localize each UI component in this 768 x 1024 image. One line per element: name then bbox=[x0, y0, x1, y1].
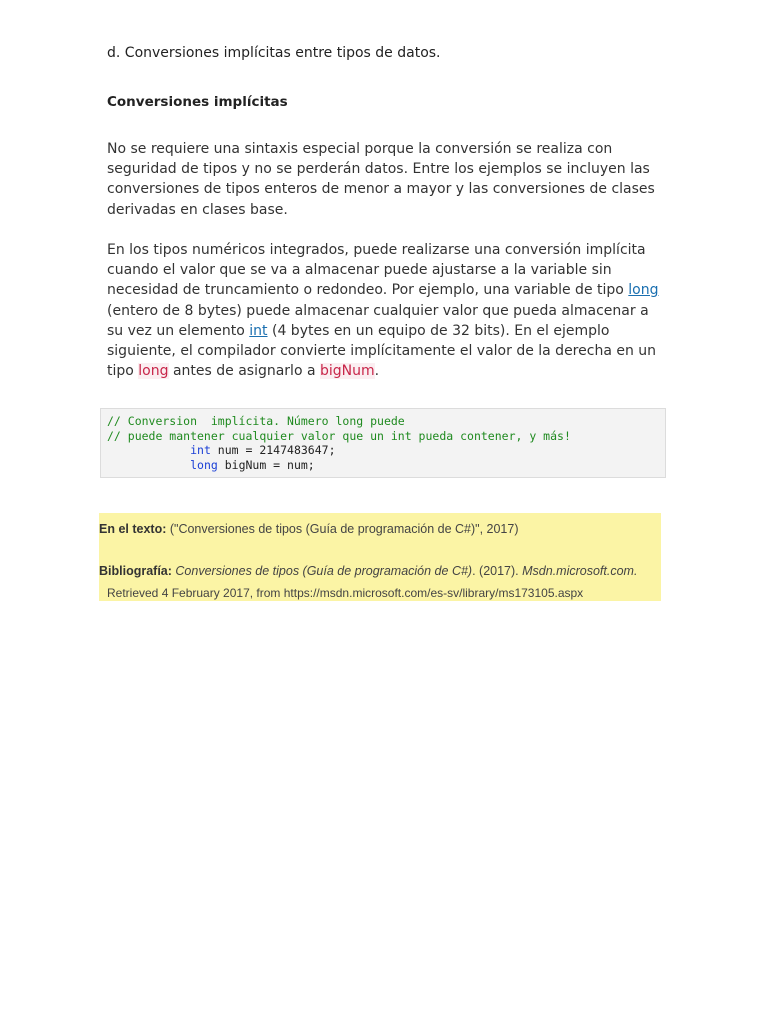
code-comment-line: // Conversion implícita. Número long puede bbox=[107, 414, 405, 428]
paragraph-intro: No se requiere una sintaxis especial porque la conversión se realiza con seguridad de tipos y no se perderán datos. Entre los ejemplos se incluyen las conversiones de tipos enteros de menor a mayor y las conversiones de clases derivadas en clases base. bbox=[107, 141, 655, 218]
code-text: num = 2147483647; bbox=[210, 443, 336, 457]
paragraph-text: . bbox=[374, 363, 380, 380]
bibliography-site: Msdn.microsoft.com. bbox=[522, 564, 638, 578]
bibliography-title: Conversiones de tipos (Guía de programación de C#) bbox=[171, 564, 473, 578]
code-keyword-int: int bbox=[190, 443, 211, 457]
section-title: Conversiones implícitas bbox=[107, 94, 288, 110]
inline-code-long: long bbox=[138, 363, 169, 380]
in-text-label: En el texto: bbox=[99, 522, 167, 536]
code-comment-line: // puede mantener cualquier valor que un int pueda contener, y más! bbox=[107, 428, 571, 443]
inline-code-bignum: bigNum bbox=[320, 363, 375, 380]
code-block bbox=[100, 408, 666, 478]
bibliography-label: Bibliografía: bbox=[99, 564, 172, 578]
code-indent bbox=[107, 443, 190, 457]
paragraph-text: (4 bytes en un equipo de 32 bits). En el ejemplo siguiente, el compilador convierte implícitamente el valor de la derecha en un tipo bbox=[107, 322, 657, 380]
bibliography-citation bbox=[99, 564, 637, 578]
long-type-link[interactable]: long bbox=[628, 282, 659, 299]
code-line-long bbox=[107, 458, 665, 473]
int-type-link[interactable]: int bbox=[249, 322, 268, 339]
in-text-value: ("Conversiones de tipos (Guía de programación de C#)", 2017) bbox=[166, 522, 519, 536]
bibliography-year: . (2017). bbox=[472, 564, 523, 578]
paragraph-text: antes de asignarlo a bbox=[168, 363, 320, 380]
code-line-int bbox=[107, 443, 665, 458]
in-text-citation bbox=[99, 522, 519, 536]
code-text: bigNum = num; bbox=[217, 457, 315, 472]
paragraph-text: (entero de 8 bytes) puede almacenar cualquier valor que pueda almacenar a su vez un elemento bbox=[107, 302, 649, 339]
paragraph-numeric-types bbox=[107, 240, 667, 381]
paragraph-text: En los tipos numéricos integrados, puede realizarse una conversión implícita cuando el valor que se va a almacenar puede ajustarse a la variable sin necesidad de truncamiento o redondeo. Por ejemplo, una variable de tipo bbox=[107, 242, 646, 299]
code-indent bbox=[107, 458, 190, 472]
retrieved-line: Retrieved 4 February 2017, from https://msdn.microsoft.com/es-sv/library/ms173105.aspx bbox=[107, 586, 584, 600]
citation-note bbox=[99, 513, 661, 601]
section-heading: d. Conversiones implícitas entre tipos de datos. bbox=[107, 45, 441, 61]
code-keyword-long: long bbox=[190, 457, 218, 472]
